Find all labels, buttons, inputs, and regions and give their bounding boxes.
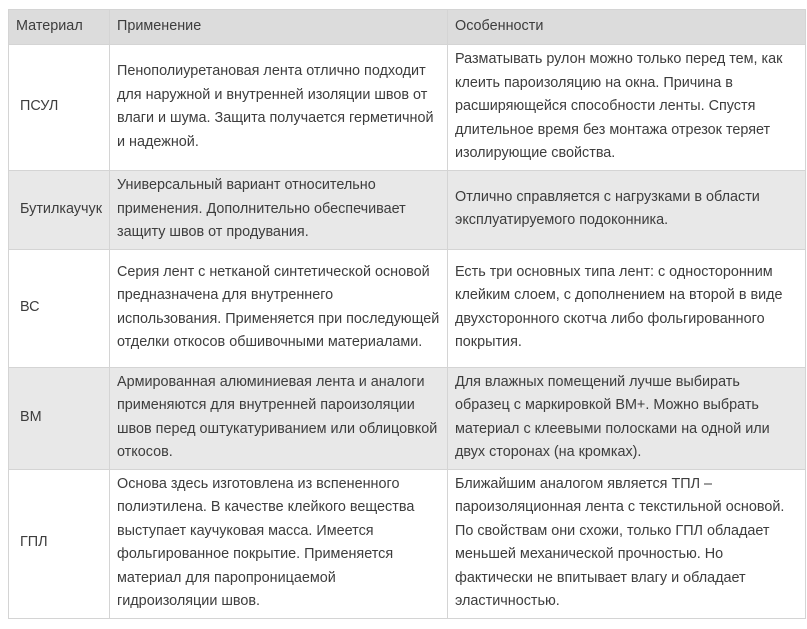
- table-row: [9, 469, 806, 618]
- cell-features: Для влажных помещений лучше выбирать образец с маркировкой ВМ+. Можно выбрать материал с клеевыми полосками на одной или двух сторонах (на кромках).: [448, 367, 806, 469]
- cell-application: Основа здесь изготовлена из вспененного полиэтилена. В качестве клейкого вещества выступает каучуковая масса. Имеется фольгированное покрытие. Применяется материал для паропроницаемой гидроизоляции швов.: [110, 469, 448, 618]
- cell-features: Есть три основных типа лент: с односторонним клейким слоем, с дополнением на второй в виде двухсторонного скотча либо фольгированного покрытия.: [448, 249, 806, 367]
- table-row: [9, 171, 806, 250]
- cell-application: Армированная алюминиевая лента и аналоги применяются для внутренней пароизоляции швов перед оштукатуриванием или облицовкой откосов.: [110, 367, 448, 469]
- table-header-row: [9, 10, 806, 45]
- comparison-table-container: [8, 9, 805, 619]
- cell-application: Пенополиуретановая лента отлично подходит для наружной и внутренней изоляции швов от влаги и шума. Защита получается герметичной и надежной.: [110, 45, 448, 171]
- table-row: [9, 45, 806, 171]
- table-row: [9, 249, 806, 367]
- cell-material: ГПЛ: [9, 469, 110, 618]
- cell-application: Серия лент с нетканой синтетической основой предназначена для внутреннего использования. Применяется при последующей отделки откосов обшивочными материалами.: [110, 249, 448, 367]
- cell-material: ВС: [9, 249, 110, 367]
- cell-material: ВМ: [9, 367, 110, 469]
- cell-application: Универсальный вариант относительно применения. Дополнительно обеспечивает защиту швов от продувания.: [110, 171, 448, 250]
- cell-features: Разматывать рулон можно только перед тем, как клеить пароизоляцию на окна. Причина в расширяющейся способности ленты. Спустя длительное время без монтажа отрезок теряет изолирующие свойства.: [448, 45, 806, 171]
- header-material: Материал: [9, 10, 110, 45]
- materials-table: [8, 9, 806, 619]
- cell-features: Ближайшим аналогом является ТПЛ – пароизоляционная лента с текстильной основой. По свойствам они схожи, только ГПЛ обладает меньшей механической прочностью. Но фактически не впитывает влагу и обладает эластичностью.: [448, 469, 806, 618]
- header-features: Особенности: [448, 10, 806, 45]
- cell-material: ПСУЛ: [9, 45, 110, 171]
- table-row: [9, 367, 806, 469]
- cell-features: Отлично справляется с нагрузками в области эксплуатируемого подоконника.: [448, 171, 806, 250]
- header-application: Применение: [110, 10, 448, 45]
- cell-material: Бутилкаучук: [9, 171, 110, 250]
